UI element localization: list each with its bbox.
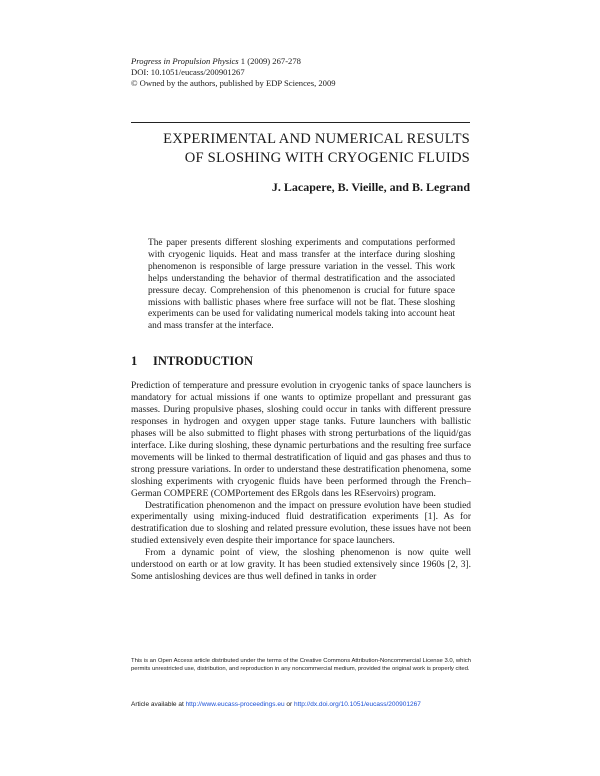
journal-header [131,56,471,89]
section-heading [131,354,470,369]
title-line-2: OF SLOSHING WITH CRYOGENIC FLUIDS [184,149,470,166]
header-rule [131,122,470,123]
license-footnote: This is an Open Access article distributed under the terms of the Creative Commons Attribution-Noncommercial License 3.0, which permits unrestricted use, distribution, and reproduction in any noncommercial medium, provided the original work is properly cited. [131,658,471,673]
abstract: The paper presents different sloshing experiments and computations performed with cryogenic liquids. Heat and mass transfer at the interface during sloshing phenomenon is responsible of large pressure variation in the vessel. This work helps understanding the behavior of thermal destratification and the associated pressure decay. Comprehension of this phenomenon is crucial for future space missions with ballistic phases where free surface will not be flat. These sloshing experiments can be used for validating numerical models taking into account heat and mass transfer at the interface. [148,238,455,332]
paragraph-3: From a dynamic point of view, the sloshing phenomenon is now quite well understood on earth or at low gravity. It has been studied extensively since 1960s [2, 3]. Some antisloshing devices are thus well defined in tanks in order [131,548,471,583]
citation-line [131,56,471,67]
title-line-1: EXPERIMENTAL AND NUMERICAL RESULTS [163,131,470,147]
doi-link[interactable]: http://dx.doi.org/10.1051/eucass/200901267 [293,701,421,708]
body-text [131,381,471,584]
article-link-or: or [284,701,294,708]
journal-name: Progress in Propulsion Physics [131,56,239,66]
article-availability [131,700,471,709]
article-link-prefix: Article available at [131,701,186,708]
copyright-line: © Owned by the authors, published by EDP Sciences, 2009 [131,78,336,88]
paragraph-2: Destratification phenomenon and the impact on pressure evolution have been studied experimentally using mixing-induced fluid destratification experiments [1]. As for destratification due to sloshing and related pressure evolution, these issues have not been studied extensively even despite their importance for space launchers. [131,500,471,547]
paper-title [131,130,470,167]
author-list: J. Lacapere, B. Vieille, and B. Legrand [271,180,470,194]
paragraph-1: Prediction of temperature and pressure evolution in cryogenic tanks of space launchers is mandatory for actual missions if one wants to optimize propellant and pressurant gas masses. During propulsive phases, sloshing could occur in tanks with different pressure responses in hydrogen and oxygen upper stage tanks. Future launchers with ballistic phases will be also submitted to flight phases with strong perturbations of the liquid/gas interface. Like during sloshing, these dynamic perturbations and the resulting free surface movements will be linked to thermal destratification of liquid and gas phases and thus to strong pressure variations. In order to understand these destratification phenomena, some sloshing experiments with cryogenic fluids have been performed through the French–German COMPERE (COMPortement des ERgols dans les REservoirs) program. [131,381,471,499]
proceedings-link[interactable]: http://www.eucass-proceedings.eu [185,701,285,708]
volume-pages: 1 (2009) 267-278 [238,56,301,66]
doi-line: DOI: 10.1051/eucass/200901267 [131,67,245,77]
section-number: 1 [131,354,138,368]
section-title: INTRODUCTION [153,354,254,368]
